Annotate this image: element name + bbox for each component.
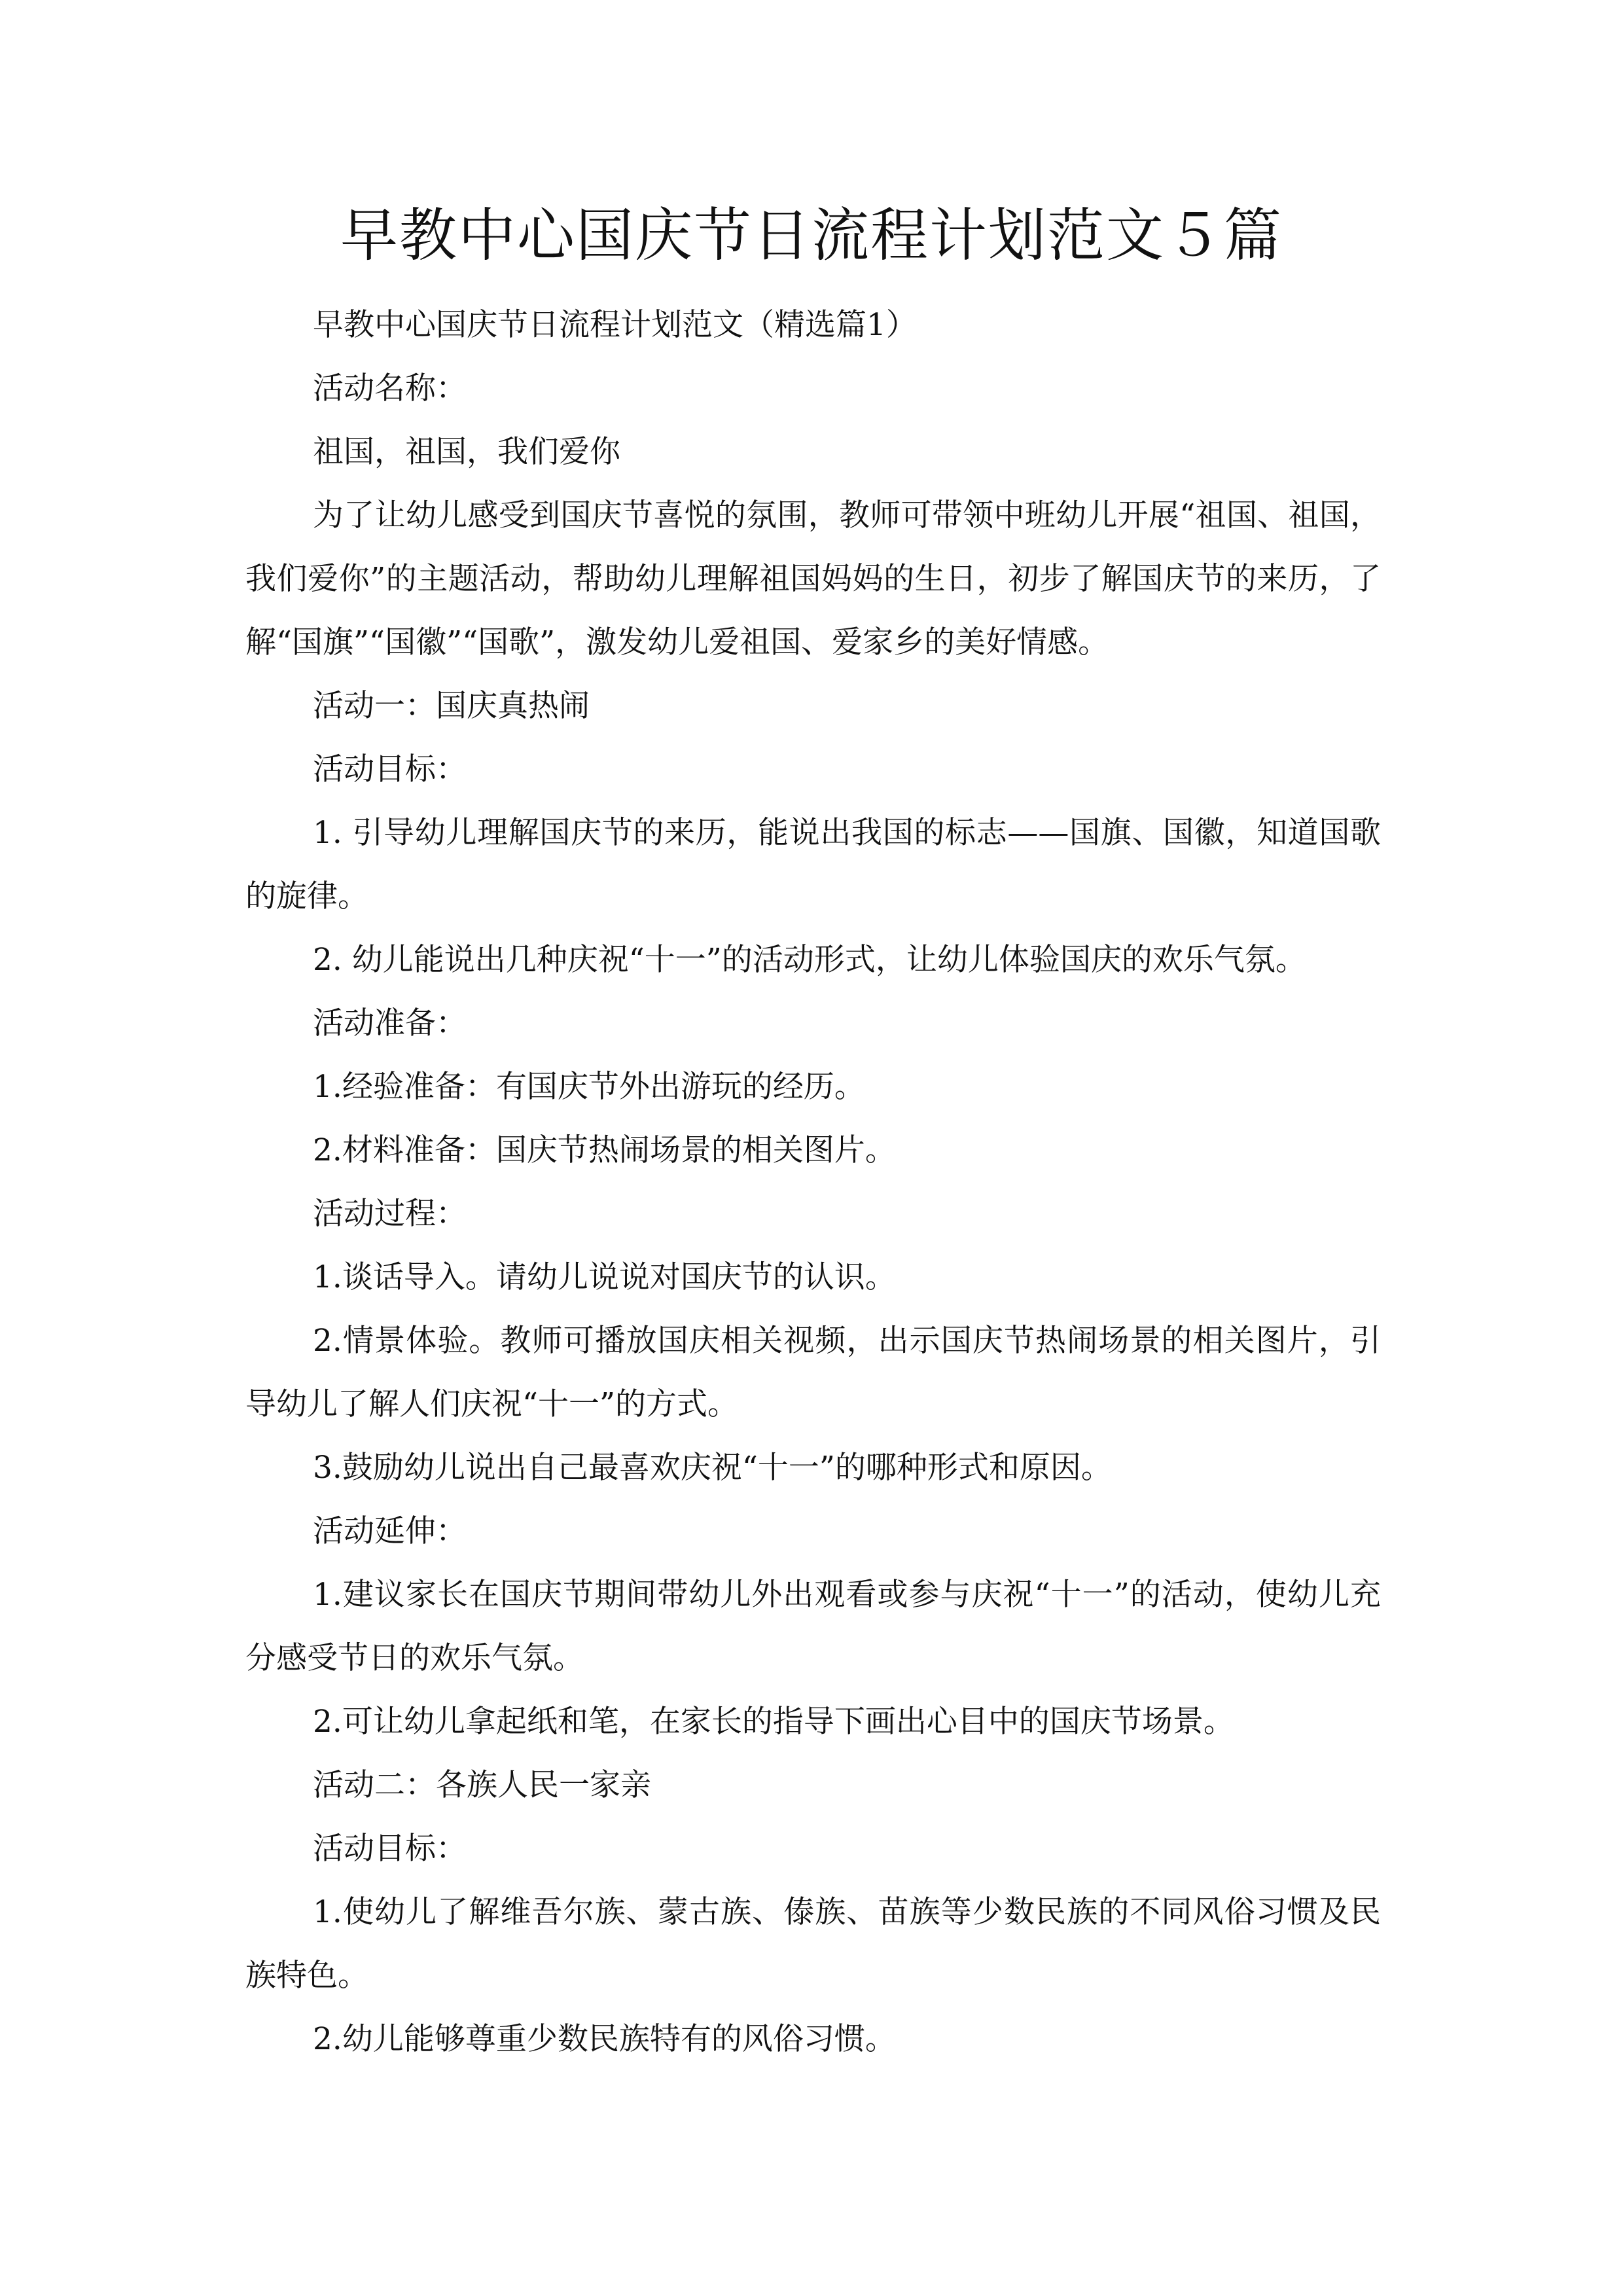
process-item: 1.谈话导入。请幼儿说说对国庆节的认识。: [313, 1259, 896, 1295]
activity-name: 祖国，祖国，我们爱你: [313, 434, 620, 470]
activity-two-heading: 活动二：各族人民一家亲: [313, 1767, 651, 1803]
label-goals: 活动目标：: [313, 1831, 467, 1867]
label-activity-name: 活动名称：: [313, 370, 467, 406]
goal-item: 2. 幼儿能说出几种庆祝“十一”的活动形式，让幼儿体验国庆的欢乐气氛。: [313, 942, 1306, 978]
label-extension: 活动延伸：: [313, 1513, 467, 1549]
goal-item: 1.使幼儿了解维吾尔族、蒙古族、傣族、苗族等少数民族的不同风俗习惯及民族特色。: [245, 1894, 1381, 1994]
label-process: 活动过程：: [313, 1196, 467, 1232]
goal-item: 1. 引导幼儿理解国庆节的来历，能说出我国的标志——国旗、国徽，知道国歌的旋律。: [245, 815, 1381, 914]
preparation-item: 1.经验准备：有国庆节外出游玩的经历。: [313, 1069, 865, 1105]
label-preparation: 活动准备：: [313, 1005, 467, 1041]
preparation-item: 2.材料准备：国庆节热闹场景的相关图片。: [313, 1132, 896, 1168]
label-goals: 活动目标：: [313, 751, 467, 787]
document-title: 早教中心国庆节日流程计划范文５篇: [340, 202, 1283, 269]
intro-paragraph: 为了让幼儿感受到国庆节喜悦的氛围，教师可带领中班幼儿开展“祖国、祖国，我们爱你”的主题活动，帮助幼儿理解祖国妈妈的生日，初步了解国庆节的来历，了解“国旗”“国徽”“国歌”，激发幼儿爱祖国、爱家乡的美好情感。: [245, 497, 1381, 660]
process-item: 3.鼓励幼儿说出自己最喜欢庆祝“十一”的哪种形式和原因。: [313, 1450, 1112, 1486]
document-body: [245, 293, 1381, 2071]
goal-item: 2.幼儿能够尊重少数民族特有的风俗习惯。: [313, 2021, 896, 2057]
section-heading: 早教中心国庆节日流程计划范文（精选篇1）: [313, 307, 917, 343]
activity-one-heading: 活动一：国庆真热闹: [313, 688, 590, 724]
extension-item: 2.可让幼儿拿起纸和笔，在家长的指导下画出心目中的国庆节场景。: [313, 1704, 1234, 1740]
extension-item: 1.建议家长在国庆节期间带幼儿外出观看或参与庆祝“十一”的活动，使幼儿充分感受节日的欢乐气氛。: [245, 1577, 1381, 1676]
process-item: 2.情景体验。教师可播放国庆相关视频，出示国庆节热闹场景的相关图片，引导幼儿了解人们庆祝“十一”的方式。: [245, 1323, 1381, 1422]
